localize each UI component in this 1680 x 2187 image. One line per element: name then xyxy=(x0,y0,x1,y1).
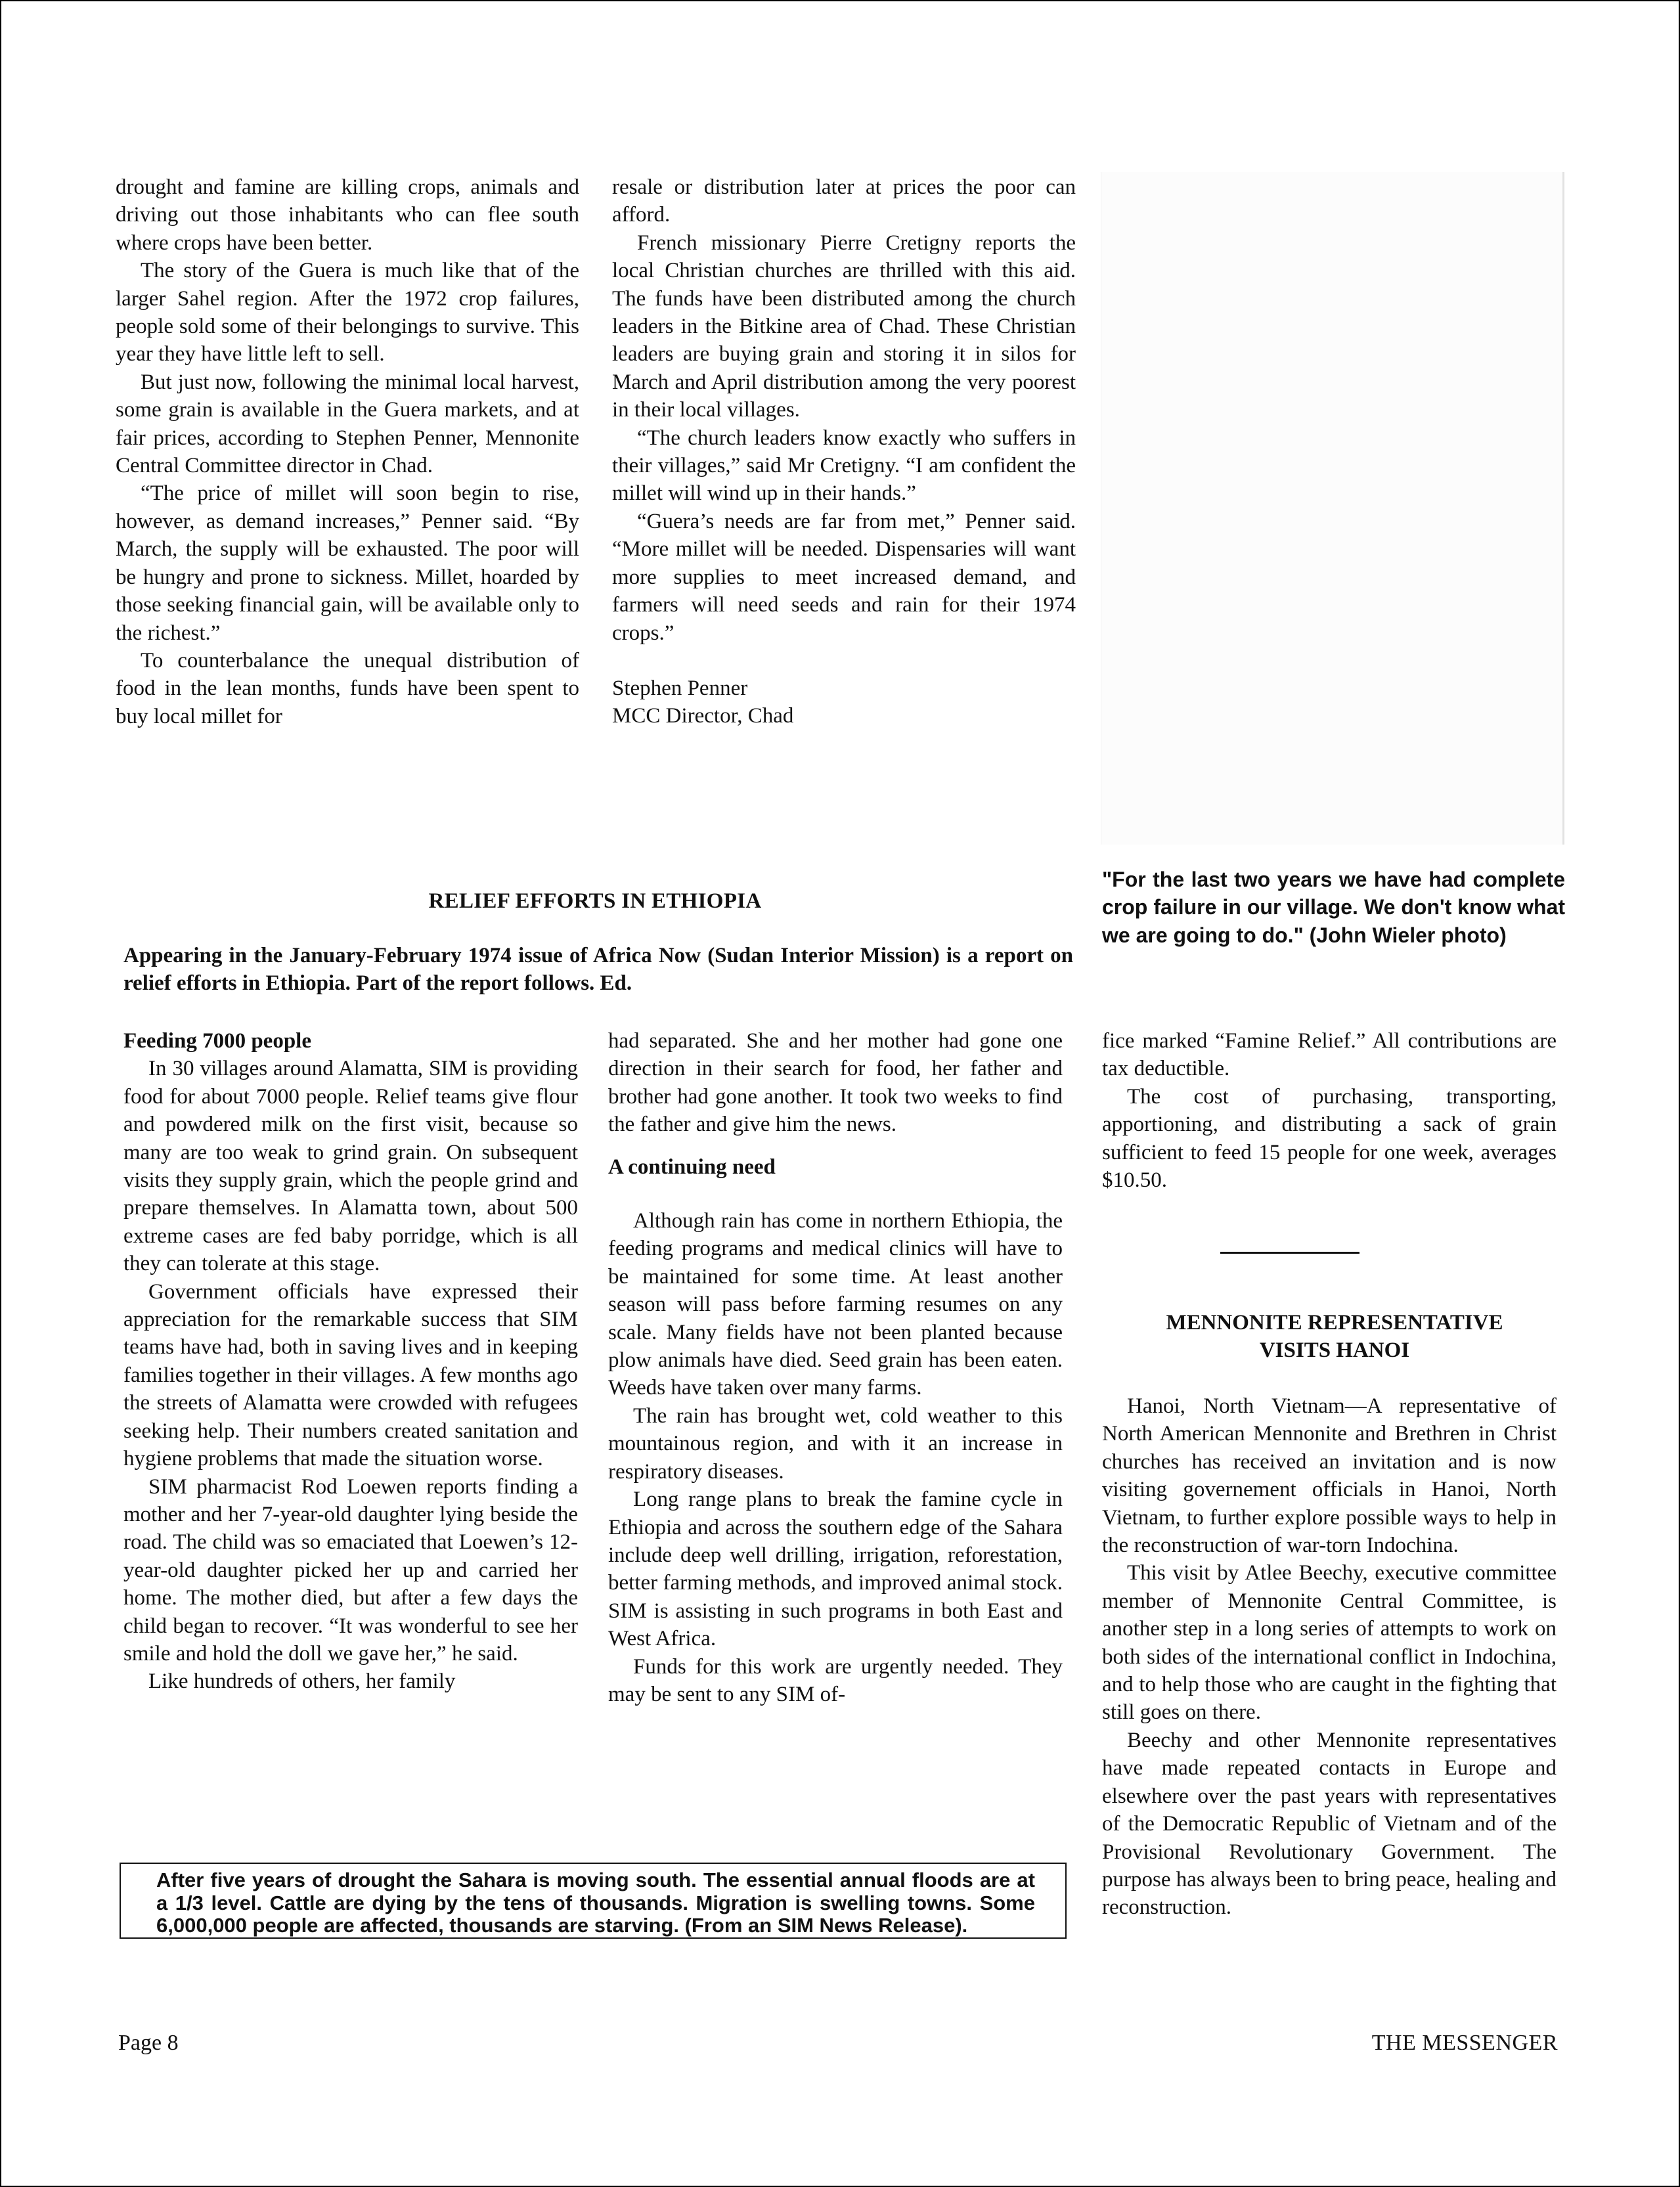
page-number: Page 8 xyxy=(118,2031,179,2055)
publication-name: THE MESSENGER xyxy=(1371,2031,1558,2055)
ethiopia-column-1 xyxy=(123,1027,578,1696)
paragraph: Long range plans to break the famine cycle in Ethiopia and across the southern edge of the Sahara include deep well drilling, irrigation, reforestation, better farming methods, and improved animal stock. SIM is assisting in such programs in both East and West Africa. xyxy=(608,1488,1063,1651)
paragraph: Although rain has come in northern Ethiopia, the feeding programs and medical clinics will have to be maintained for some time. At least another season will pass before farming resumes on any scale. Many fields have not been planted because plow animals have died. Seed grain has been eaten. Weeds have taken over many farms. xyxy=(608,1209,1063,1400)
chad-article-column-1 xyxy=(116,173,579,730)
paragraph: resale or distribution later at prices the poor can afford. xyxy=(612,175,1076,227)
paragraph: To counterbalance the unequal distribution of food in the lean months, funds have been spent to buy local millet for xyxy=(116,648,579,728)
paragraph: Funds for this work are urgently needed. They may be sent to any SIM of- xyxy=(608,1654,1063,1706)
paragraph: The rain has brought wet, cold weather to this mountainous region, and with it an increase in respiratory diseases. xyxy=(608,1403,1063,1484)
paragraph: “The church leaders know exactly who suffers in their villages,” said Mr Cretigny. “I am confident the millet will wind up in their hands.” xyxy=(612,426,1076,506)
photo xyxy=(1101,172,1564,845)
paragraph: In 30 villages around Alamatta, SIM is providing food for about 7000 people. Relief teams give flour and powdered milk on the first visit, because so many are too weak to grind grain. On subsequent visits they supply grain, which the people grind and prepare themselves. In Alamatta town, about 500 extreme cases are fed baby porridge, which is all they can tolerate at this stage. xyxy=(123,1057,578,1276)
signature-title: MCC Director, Chad xyxy=(612,704,794,728)
paragraph: drought and famine are killing crops, animals and driving out those inhabitants who can flee south where crops have been better. xyxy=(116,175,579,255)
hanoi-article-body xyxy=(1102,1392,1557,1922)
editor-intro: Appearing in the January-February 1974 issue of Africa Now (Sudan Interior Mission) is a report on relief efforts in Ethiopia. Part of the report follows. Ed. xyxy=(123,944,1073,996)
chad-article-column-2 xyxy=(612,173,1076,730)
section-divider xyxy=(1220,1252,1359,1254)
paragraph: The story of the Guera is much like that of the larger Sahel region. After the 1972 crop failures, people sold some of their belongings to survive. This year they have little left to sell. xyxy=(116,259,579,366)
paragraph: This visit by Atlee Beechy, executive committee member of Mennonite Central Committee, is another step in a long series of attempts to work on both sides of the international conflict in Indochina, and to help those who are caught in the fighting that still goes on there. xyxy=(1102,1561,1557,1725)
paragraph: SIM pharmacist Rod Loewen reports finding a mother and her 7-year-old daughter lying beside the road. The child was so emaciated that Loewen’s 12-year-old daughter picked her up and carried her home. The mother died, but after a few days the child began to recover. “It was wonderful to see her smile and hold the doll we gave her,” he said. xyxy=(123,1474,578,1666)
ethiopia-column-2 xyxy=(608,1027,1063,1708)
paragraph: French missionary Pierre Cretigny reports the local Christian churches are thrilled with this aid. The funds have been distributed among the church leaders in the Bitkine area of Chad. These Christian leaders are buying grain and storing it in silos for March and April distribution among the very poorest in their local villages. xyxy=(612,231,1076,422)
ethiopia-column-3 xyxy=(1102,1027,1557,1194)
article-heading-ethiopia: RELIEF EFFORTS IN ETHIOPIA xyxy=(428,889,762,913)
paragraph: Like hundreds of others, her family xyxy=(148,1669,456,1694)
subheading: A continuing need xyxy=(608,1155,776,1179)
heading-line: VISITS HANOI xyxy=(1259,1338,1410,1362)
paragraph: The cost of purchasing, transporting, apportioning, and distributing a sack of grain sufficient to feed 15 people for one week, averages $10.50. xyxy=(1102,1084,1557,1193)
paragraph: “The price of millet will soon begin to rise, however, as demand increases,” Penner said. “By March, the supply will be exhausted. The poor will be hungry and prone to sickness. Millet, hoarded by those seeking financial gain, will be available only to the richest.” xyxy=(116,481,579,645)
article-heading-hanoi xyxy=(1105,1309,1564,1364)
paragraph: Beechy and other Mennonite representatives have made repeated contacts in Europe and elsewhere over the past years with representatives of the Democratic Republic of Vietnam and of the Provisional Revolutionary Government. The purpose has always been to bring peace, healing and reconstruction. xyxy=(1102,1728,1557,1920)
heading-line: MENNONITE REPRESENTATIVE xyxy=(1166,1311,1503,1335)
paragraph: “Guera’s needs are far from met,” Penner said. “More millet will be needed. Dispensaries will want more supplies to meet increased demand, and farmers will need seeds and rain for their 1974 crops.” xyxy=(612,509,1076,645)
signature-name: Stephen Penner xyxy=(612,676,748,700)
photo-caption: "For the last two years we have had complete crop failure in our village. We don't know what we are going to do." (John Wieler photo) xyxy=(1102,868,1565,947)
paragraph: had separated. She and her mother had gone one direction in their search for food, her father and brother had gone another. It took two weeks to find the father and give him the news. xyxy=(608,1029,1063,1137)
paragraph: Hanoi, North Vietnam—A representative of North American Mennonite and Brethren in Christ churches has received an invitation and is now visiting governement officials in Hanoi, North Vietnam, to further explore possible ways to help in the reconstruction of war-torn Indochina. xyxy=(1102,1394,1557,1558)
paragraph: fice marked “Famine Relief.” All contributions are tax deductible. xyxy=(1102,1029,1557,1081)
subheading: Feeding 7000 people xyxy=(123,1029,311,1053)
paragraph: But just now, following the minimal local harvest, some grain is available in the Guera markets, and at fair prices, according to Stephen Penner, Mennonite Central Committee director in Chad. xyxy=(116,370,579,478)
paragraph: Government officials have expressed their appreciation for the remarkable success that SIM teams have had, both in saving lives and in keeping families together in their villages. A few months ago the streets of Alamatta were crowded with refugees seeking help. Their numbers created sanitation and hygiene problems that made the situation worse. xyxy=(123,1279,578,1471)
news-release-box: After five years of drought the Sahara is moving south. The essential annual floods are at a 1/3 level. Cattle are dying by the tens of thousands. Migration is swelling towns. Some 6,000,000 people are affected, thousands are starving. (From an SIM News Release). xyxy=(120,1863,1067,1939)
